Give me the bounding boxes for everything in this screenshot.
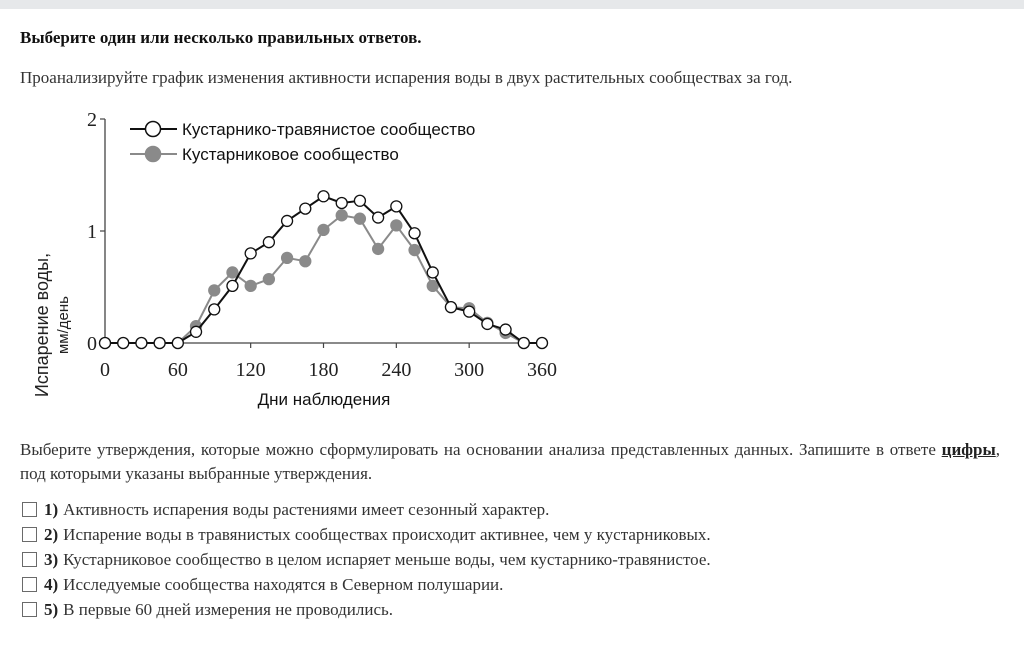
series-2-point	[300, 256, 311, 267]
series-1-point	[154, 338, 165, 349]
series-2-point	[391, 220, 402, 231]
series-1-point	[227, 280, 238, 291]
series-1-point	[482, 318, 493, 329]
x-tick-label: 360	[527, 359, 557, 381]
series-1-point	[118, 338, 129, 349]
series-1-point	[282, 215, 293, 226]
series-2-point	[409, 245, 420, 256]
series-2-point	[209, 285, 220, 296]
y-tick-label: 1	[87, 221, 97, 243]
series-1-point	[191, 326, 202, 337]
x-tick-label: 120	[235, 359, 266, 381]
series-2-point	[373, 243, 384, 254]
series-1-point	[518, 338, 529, 349]
series-1-point	[373, 212, 384, 223]
instruction-text: Выберите один или несколько правильных ответов.	[20, 28, 422, 47]
answer-option-5[interactable]	[22, 597, 711, 622]
series-1-point	[427, 267, 438, 278]
task-text	[20, 438, 1000, 486]
answer-options	[22, 497, 711, 622]
legend-label-2: Кустарниковое сообщество	[182, 145, 399, 164]
series-1-point	[318, 191, 329, 202]
series-1-point	[500, 324, 511, 335]
series-2-point	[336, 210, 347, 221]
series-1-point	[409, 228, 420, 239]
option-text: Активность испарения воды растениями имеет сезонный характер.	[63, 499, 550, 519]
checkbox-2[interactable]	[22, 527, 37, 542]
series-1-point	[136, 338, 147, 349]
answer-option-3[interactable]	[22, 547, 711, 572]
series-1-point	[354, 195, 365, 206]
series-1-point	[537, 338, 548, 349]
series-1-point	[245, 248, 256, 259]
series-2-point	[245, 280, 256, 291]
checkbox-4[interactable]	[22, 577, 37, 592]
answer-option-1[interactable]	[22, 497, 711, 522]
series-2-point	[263, 274, 274, 285]
option-text: В первые 60 дней измерения не проводились.	[63, 599, 394, 619]
series-1-point	[300, 203, 311, 214]
checkbox-1[interactable]	[22, 502, 37, 517]
series-2-point	[427, 280, 438, 291]
y-axis-label-line2: мм/день	[55, 296, 72, 354]
x-tick-label: 300	[454, 359, 485, 381]
x-tick-label: 240	[381, 359, 412, 381]
option-number: 5)	[44, 599, 59, 619]
x-tick-label: 180	[308, 359, 339, 381]
chart-svg	[20, 100, 580, 420]
y-tick-label: 2	[87, 109, 97, 131]
option-text: Испарение воды в травянистых сообществах происходит активнее, чем у кустарниковых.	[63, 524, 711, 544]
series-1-point	[391, 201, 402, 212]
option-number: 4)	[44, 574, 59, 594]
y-axis-label-line1: Испарение воды,	[32, 252, 52, 398]
series-2-point	[282, 252, 293, 263]
series-2-point	[227, 267, 238, 278]
legend-label-1: Кустарнико-травянистое сообщество	[182, 120, 476, 139]
x-tick-label: 0	[100, 359, 110, 381]
series-1-point	[336, 198, 347, 209]
series-1-point	[100, 338, 111, 349]
series-1-point	[445, 302, 456, 313]
task-emphasis: цифры	[941, 440, 996, 459]
series-1-point	[464, 306, 475, 317]
series-1-point	[172, 338, 183, 349]
task-text-before: Выберите утверждения, которые можно сформулировать на основании анализа представленных данных. Запишите в ответе	[20, 440, 942, 459]
answer-option-2[interactable]	[22, 522, 711, 547]
x-tick-label: 60	[167, 359, 188, 381]
legend-marker-2	[146, 147, 161, 162]
legend-marker-1	[146, 122, 161, 137]
option-number: 2)	[44, 524, 59, 544]
option-number: 1)	[44, 499, 59, 519]
x-axis-label: Дни наблюдения	[257, 390, 391, 409]
option-text: Кустарниковое сообщество в целом испаряет меньше воды, чем кустарнико-травянистое.	[63, 549, 711, 569]
y-tick-label: 0	[87, 333, 97, 355]
option-text: Исследуемые сообщества находятся в Северном полушарии.	[63, 574, 504, 594]
task-text-after: , под которыми указаны выбранные утверждения.	[20, 440, 1000, 483]
checkbox-5[interactable]	[22, 602, 37, 617]
series-1-point	[263, 237, 274, 248]
answer-option-4[interactable]	[22, 572, 711, 597]
option-number: 3)	[44, 549, 59, 569]
evaporation-chart	[20, 100, 580, 425]
prompt-text: Проанализируйте график изменения активности испарения воды в двух растительных сообществах за год.	[20, 68, 793, 87]
series-line-1	[105, 196, 542, 343]
series-2-point	[318, 224, 329, 235]
series-1-point	[209, 304, 220, 315]
checkbox-3[interactable]	[22, 552, 37, 567]
top-bar	[0, 0, 1024, 9]
series-2-point	[354, 213, 365, 224]
